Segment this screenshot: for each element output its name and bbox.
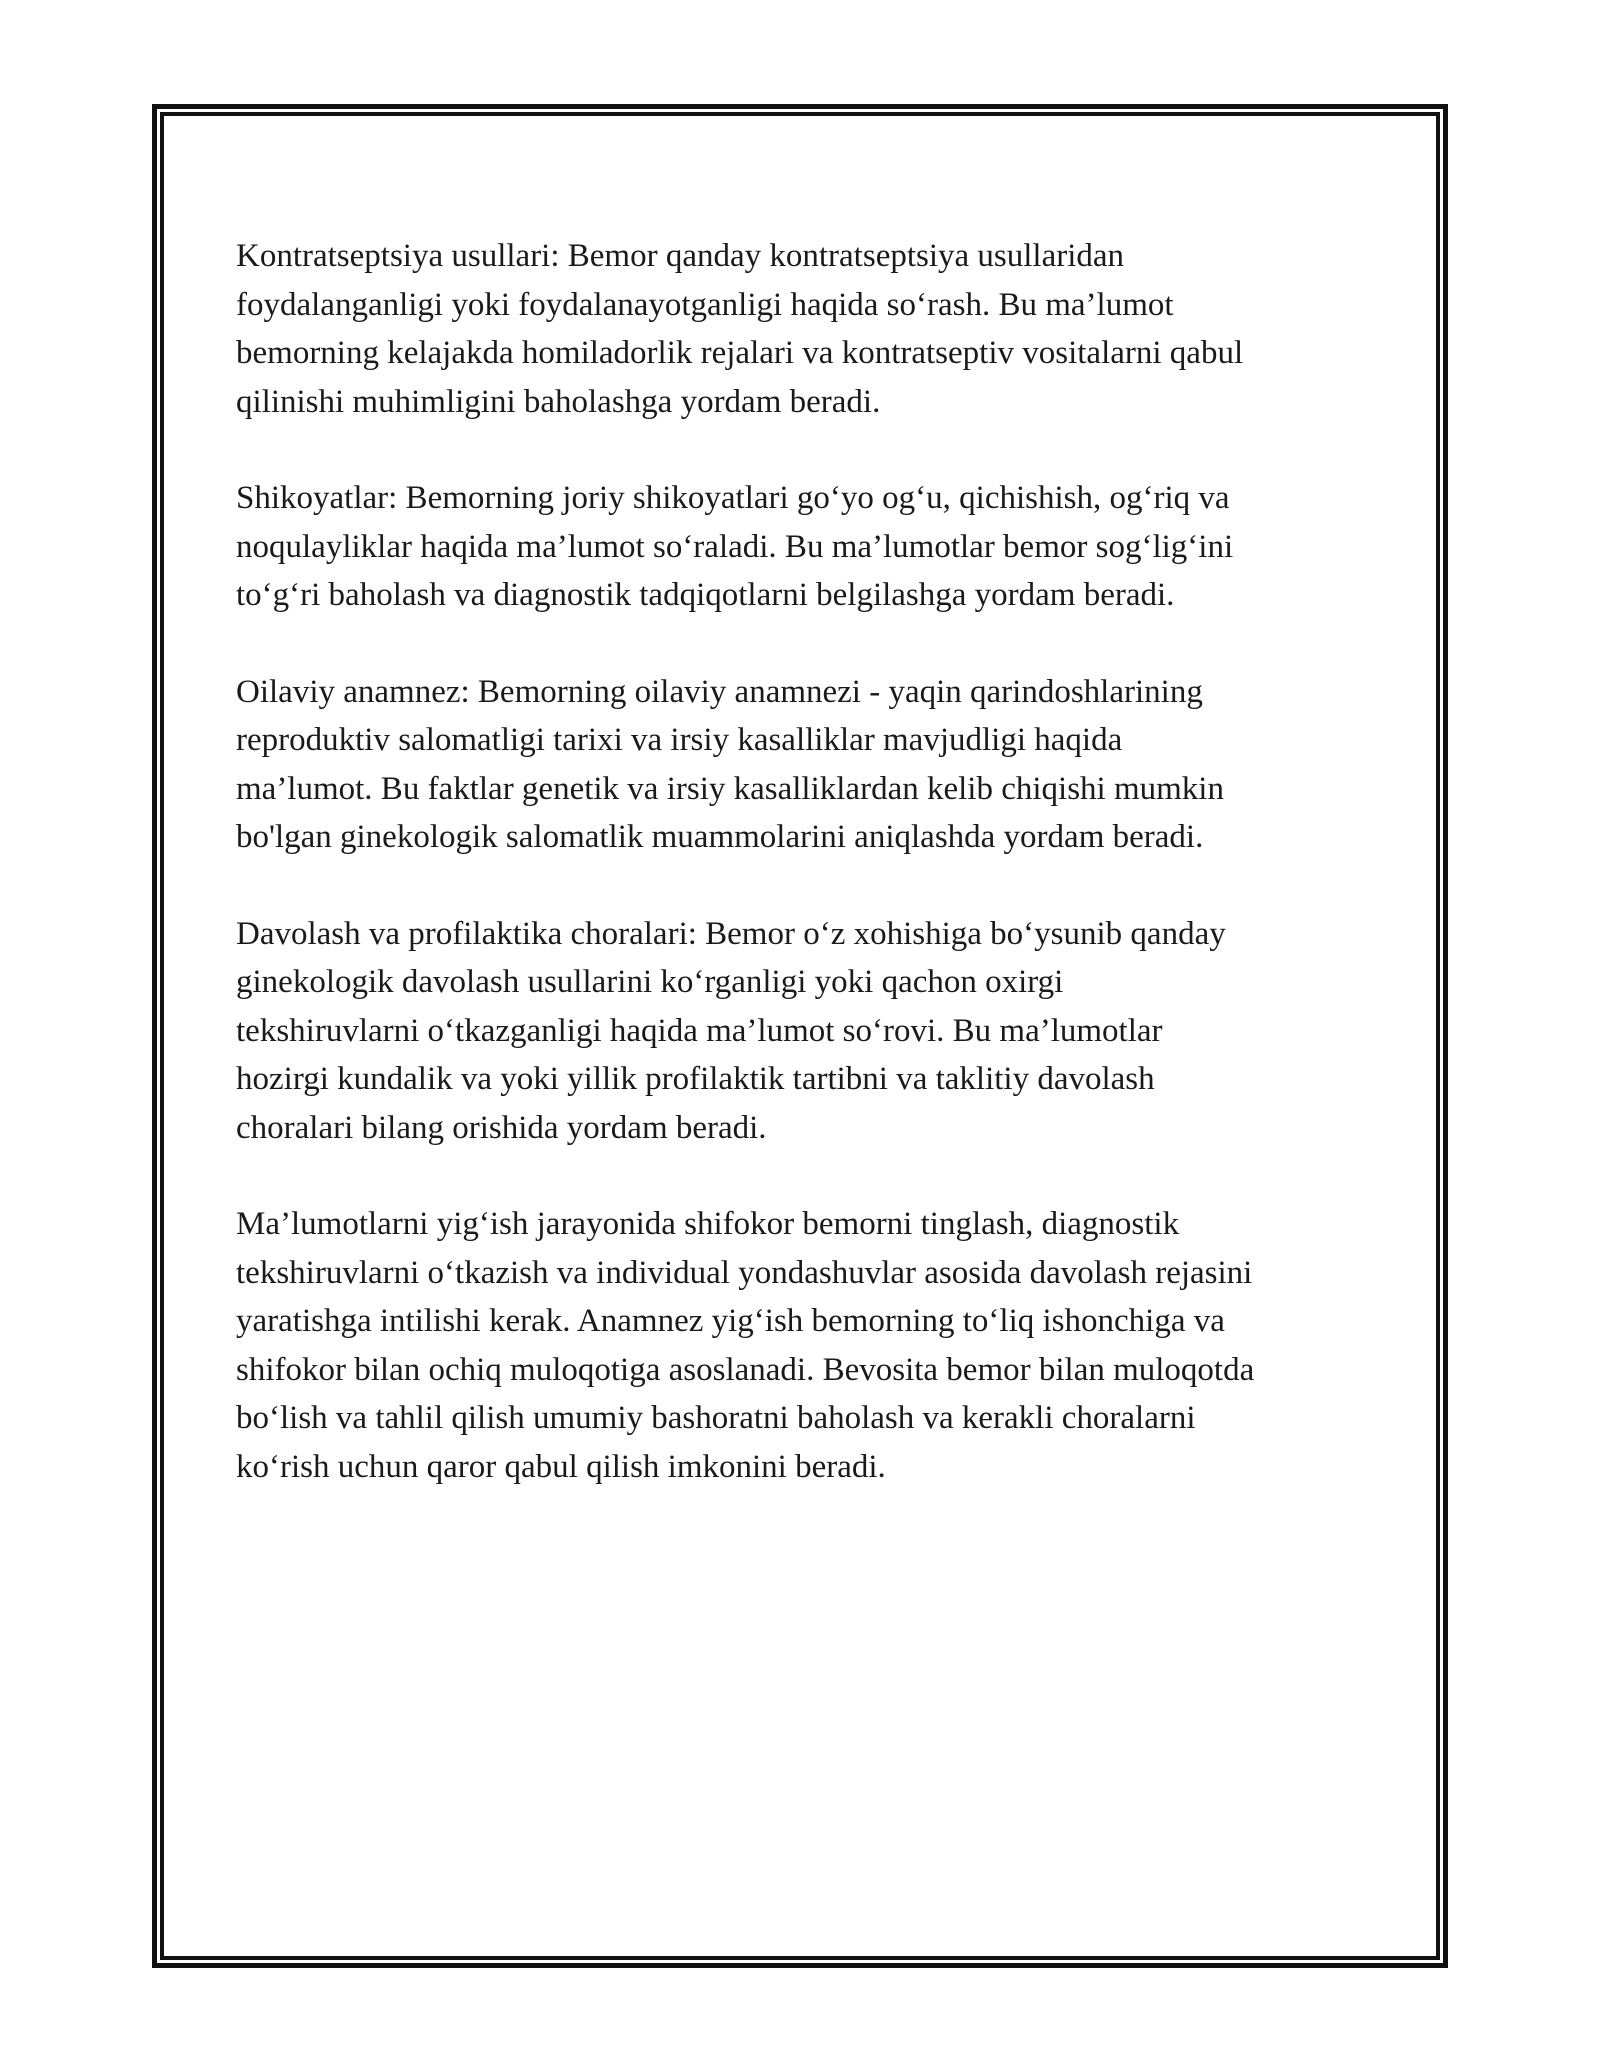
- paragraph-treatment-prevention: Davolash va profilaktika choralari: Bemor o‘z xohishiga bo‘ysunib qanday ginekologik davolash usullarini ko‘rganligi yoki qachon oxirgi tekshiruvlarni o‘tkazganligi haqida ma’lumot so‘rovi. Bu ma’lumotlar hozirgi kundalik va yoki yillik profilaktik tartibni va taklitiy davolash choralari bilang orishida yordam beradi.: [236, 915, 1226, 1146]
- document-body: [236, 232, 1386, 1539]
- paragraph-data-collection: Ma’lumotlarni yig‘ish jarayonida shifokor bemorni tinglash, diagnostik tekshiruvlarni o‘tkazish va individual yondashuvlar asosida davolash rejasini yaratishga intilishi kerak. Anamnez yig‘ish bemorning to‘liq ishonchiga va shifokor bilan ochiq muloqotiga asoslanadi. Bevosita bemor bilan muloqotda bo‘lish va tahlil qilish umumiy bashoratni baholash va kerakli choralarni ko‘rish uchun qaror qabul qilish imkonini beradi.: [236, 1206, 1255, 1485]
- paragraph-complaints: Shikoyatlar: Bemorning joriy shikoyatlari go‘yo og‘u, qichishish, og‘riq va noqulayliklar haqida ma’lumot so‘raladi. Bu ma’lumotlar bemor sog‘lig‘ini to‘g‘ri baholash va diagnostik tadqiqotlarni belgilashga yordam beradi.: [236, 480, 1234, 613]
- paragraph-contraception: Kontratseptsiya usullari: Bemor qanday kontratseptsiya usullaridan foydalanganligi yoki foydalanayotganligi haqida so‘rash. Bu ma’lumot bemorning kelajakda homiladorlik rejalari va kontratseptiv vositalarni qabul qilinishi muhimligini baholashga yordam beradi.: [236, 238, 1244, 420]
- paragraph-family-history: Oilaviy anamnez: Bemorning oilaviy anamnezi - yaqin qarindoshlarining reproduktiv salomatligi tarixi va irsiy kasalliklar mavjudligi haqida ma’lumot. Bu faktlar genetik va irsiy kasalliklardan kelib chiqishi mumkin bo'lgan ginekologik salomatlik muammolarini aniqlashda yordam beradi.: [236, 673, 1224, 855]
